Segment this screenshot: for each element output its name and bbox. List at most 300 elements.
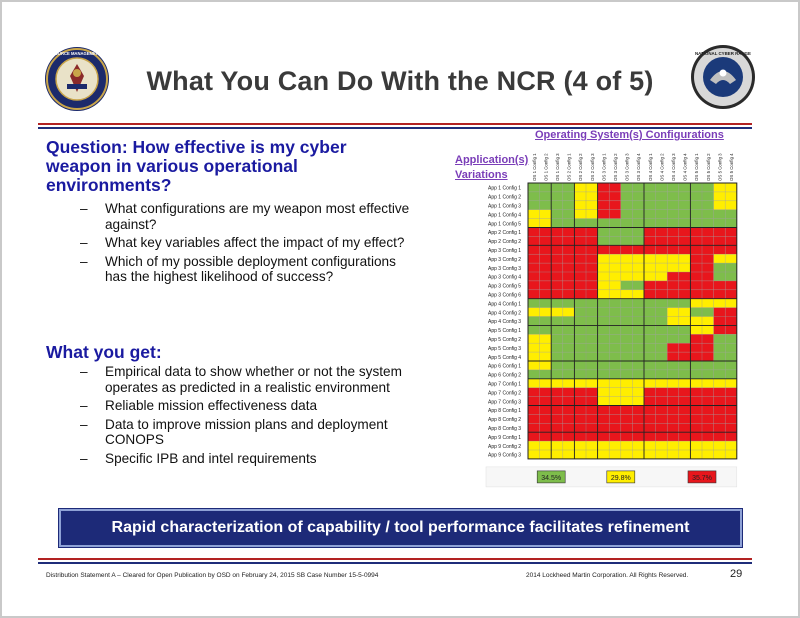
heatmap-cell <box>586 254 598 263</box>
heatmap-cell <box>609 450 621 459</box>
column-label: OS 5 Config 4 <box>729 153 734 181</box>
heatmap-cell <box>563 290 575 299</box>
heatmap-cell <box>621 317 633 326</box>
heatmap-cell <box>551 450 563 459</box>
heatmap-cell <box>551 441 563 450</box>
heatmap-cell <box>714 308 726 317</box>
heatmap-cell <box>598 245 610 254</box>
heatmap-cell <box>551 290 563 299</box>
heatmap-cell <box>574 228 586 237</box>
heatmap-cell <box>586 183 598 192</box>
heatmap-cell <box>644 334 656 343</box>
heatmap-cell <box>632 450 644 459</box>
heatmap-cell <box>702 325 714 334</box>
heatmap-cell <box>540 325 552 334</box>
heatmap-cell <box>725 281 737 290</box>
heatmap-cell <box>690 450 702 459</box>
trmc-seal-icon <box>34 46 120 112</box>
column-label: OS 3 Config 2 <box>613 153 618 181</box>
heatmap-cell <box>621 379 633 388</box>
heatmap-cell <box>656 263 668 272</box>
heatmap-cell <box>586 245 598 254</box>
heatmap-cell <box>632 299 644 308</box>
heatmap-cell <box>540 201 552 210</box>
heatmap-cell <box>586 272 598 281</box>
distribution-statement: Distribution Statement A – Cleared for Open Publication by OSD on February 24, 2015 SB Case Number 15-5-0994 <box>46 572 379 579</box>
question-bullet <box>80 235 420 251</box>
heatmap-cell <box>563 245 575 254</box>
heatmap-cell <box>725 210 737 219</box>
heatmap-cell <box>528 263 540 272</box>
heatmap-cell <box>667 299 679 308</box>
heatmap-cell <box>586 201 598 210</box>
heatmap-cell <box>621 299 633 308</box>
get-bullet-text: Reliable mission effectiveness data <box>105 398 318 413</box>
heatmap-cell <box>667 245 679 254</box>
heatmap-cell <box>656 183 668 192</box>
row-label: App 2 Config 1 <box>488 230 522 237</box>
get-bullet <box>80 417 410 448</box>
question-heading: Question: How effective is my cyber weapon in various operational environments? <box>46 137 347 195</box>
heatmap-cell <box>621 272 633 281</box>
heatmap-cell <box>586 334 598 343</box>
heatmap-cell <box>725 299 737 308</box>
heatmap-cell <box>621 210 633 219</box>
heatmap-cell <box>540 379 552 388</box>
heatmap-cell <box>528 254 540 263</box>
heatmap-cell <box>702 317 714 326</box>
heatmap-cell <box>679 317 691 326</box>
heatmap-cell <box>598 228 610 237</box>
heatmap-cell <box>574 334 586 343</box>
heatmap-cell <box>551 228 563 237</box>
heatmap-cell <box>644 201 656 210</box>
row-label: App 3 Config 1 <box>488 248 522 254</box>
heatmap-cell <box>679 414 691 423</box>
question-bullet-text: Which of my possible deployment configurations has the highest likelihood of success? <box>105 253 396 284</box>
heatmap-cell <box>609 192 621 201</box>
heatmap-cell <box>656 406 668 415</box>
get-bullet <box>80 398 410 414</box>
summary-percentage: 29.8% <box>610 474 631 482</box>
heatmap-cell <box>667 254 679 263</box>
heatmap-cell <box>609 397 621 406</box>
heatmap-cell <box>679 299 691 308</box>
heatmap-cell <box>690 254 702 263</box>
heatmap-cell <box>702 272 714 281</box>
column-label: OS 1 Config 3 <box>555 153 560 181</box>
get-bullet-list <box>80 364 410 469</box>
heatmap-cell <box>574 379 586 388</box>
row-label: App 7 Config 3 <box>488 399 522 406</box>
row-label: App 7 Config 2 <box>488 390 522 397</box>
heatmap-cell <box>667 441 679 450</box>
row-label: App 8 Config 2 <box>488 417 522 424</box>
heatmap-cell <box>609 388 621 397</box>
heatmap-cell <box>667 281 679 290</box>
heatmap-cell <box>563 254 575 263</box>
heatmap-cell <box>528 414 540 423</box>
heatmap-cell <box>551 370 563 379</box>
heatmap-cell <box>702 263 714 272</box>
heatmap-cell <box>574 201 586 210</box>
heatmap-cell <box>714 228 726 237</box>
heatmap-cell <box>702 201 714 210</box>
heatmap-cell <box>598 397 610 406</box>
heatmap-cell <box>679 406 691 415</box>
heatmap-cell <box>598 432 610 441</box>
heatmap-cell <box>540 299 552 308</box>
trmc-seal-logo <box>34 46 120 112</box>
heatmap-cell <box>656 432 668 441</box>
heatmap-cell <box>656 352 668 361</box>
heatmap-cell <box>667 379 679 388</box>
heatmap-cell <box>586 192 598 201</box>
heatmap-cell <box>540 263 552 272</box>
footer-rule-blue <box>38 562 752 564</box>
heatmap-cell <box>714 236 726 245</box>
heatmap-cell <box>609 308 621 317</box>
heatmap-cell <box>644 406 656 415</box>
heatmap-cell <box>667 450 679 459</box>
heatmap-cell <box>667 272 679 281</box>
heatmap-cell <box>632 254 644 263</box>
heatmap-cell <box>621 228 633 237</box>
heatmap-cell <box>609 236 621 245</box>
heatmap-cell <box>632 192 644 201</box>
heatmap-cell <box>714 352 726 361</box>
heatmap-cell <box>667 317 679 326</box>
heatmap-cell <box>656 192 668 201</box>
heatmap-cell <box>656 361 668 370</box>
heatmap-cell <box>644 325 656 334</box>
heatmap-cell <box>714 406 726 415</box>
heatmap-cell <box>598 379 610 388</box>
heatmap-cell <box>714 183 726 192</box>
heatmap-cell <box>667 228 679 237</box>
heatmap-cell <box>609 254 621 263</box>
get-heading: What you get: <box>46 342 162 362</box>
bullet-dash: – <box>80 364 88 379</box>
heatmap-cell <box>563 361 575 370</box>
heatmap-cell <box>586 406 598 415</box>
heatmap-cell <box>690 192 702 201</box>
bullet-dash: – <box>80 253 88 269</box>
heatmap-cell <box>714 334 726 343</box>
heatmap-cell <box>586 388 598 397</box>
column-label: OS 4 Config 1 <box>647 153 653 181</box>
heatmap-cell <box>702 254 714 263</box>
heatmap-cell <box>714 219 726 228</box>
heatmap-cell <box>528 397 540 406</box>
heatmap-cell <box>702 388 714 397</box>
heatmap-cell <box>690 281 702 290</box>
row-label: App 3 Config 4 <box>488 274 522 281</box>
heatmap-cell <box>679 432 691 441</box>
heatmap-cell <box>656 414 668 423</box>
heatmap-cell <box>551 325 563 334</box>
heatmap-cell <box>551 397 563 406</box>
heatmap-cell <box>714 343 726 352</box>
heatmap-cell <box>528 228 540 237</box>
question-bullet-text: What configurations are my weapon most effective against? <box>105 201 410 232</box>
heatmap-cell <box>609 290 621 299</box>
heatmap-cell <box>644 414 656 423</box>
heatmap-cell <box>528 281 540 290</box>
heatmap-cell <box>632 361 644 370</box>
heatmap-cell <box>690 352 702 361</box>
heatmap-cell <box>690 423 702 432</box>
heatmap-cell <box>574 397 586 406</box>
heatmap-cell <box>632 352 644 361</box>
heatmap-cell <box>563 441 575 450</box>
heatmap-cell <box>621 254 633 263</box>
heatmap-cell <box>609 281 621 290</box>
heatmap-cell <box>574 299 586 308</box>
heatmap-cell <box>725 290 737 299</box>
heatmap-cell <box>725 441 737 450</box>
heatmap-cell <box>621 201 633 210</box>
heatmap-cell <box>609 317 621 326</box>
heatmap-cell <box>574 317 586 326</box>
heatmap-cell <box>702 192 714 201</box>
heatmap-cell <box>551 245 563 254</box>
heatmap-cell <box>621 334 633 343</box>
heatmap-cell <box>540 361 552 370</box>
row-label: App 7 Config 1 <box>488 381 522 388</box>
heatmap-cell <box>598 361 610 370</box>
heatmap-cell <box>644 361 656 370</box>
heatmap-cell <box>679 210 691 219</box>
heatmap-cell <box>586 441 598 450</box>
heatmap-cell <box>551 299 563 308</box>
heatmap-cell <box>702 361 714 370</box>
heatmap-cell <box>667 361 679 370</box>
heatmap-cell <box>528 192 540 201</box>
heatmap-cell <box>551 334 563 343</box>
heatmap-cell <box>528 388 540 397</box>
heatmap-cell <box>632 219 644 228</box>
heatmap-cell <box>644 263 656 272</box>
heatmap-cell <box>632 290 644 299</box>
heatmap-cell <box>540 423 552 432</box>
question-bullet-list <box>80 201 420 288</box>
heatmap-cell <box>679 352 691 361</box>
heatmap-cell <box>702 299 714 308</box>
heatmap-cell <box>644 299 656 308</box>
heatmap-cell <box>644 450 656 459</box>
heatmap-cell <box>702 228 714 237</box>
heatmap-cell <box>714 210 726 219</box>
heatmap-cell <box>667 325 679 334</box>
heatmap-cell <box>563 263 575 272</box>
heatmap-cell <box>702 334 714 343</box>
heatmap-cell <box>586 263 598 272</box>
heatmap-cell <box>725 397 737 406</box>
heatmap-cell <box>702 245 714 254</box>
column-label: OS 1 Config 2 <box>543 153 549 181</box>
heatmap-cell <box>725 254 737 263</box>
heatmap-cell <box>656 219 668 228</box>
heatmap-cell <box>632 334 644 343</box>
heatmap-cell <box>632 308 644 317</box>
heatmap-cell <box>540 245 552 254</box>
heatmap-cell <box>679 361 691 370</box>
heatmap-cell <box>540 192 552 201</box>
heatmap-cell <box>656 450 668 459</box>
heatmap-cell <box>528 245 540 254</box>
bullet-dash: – <box>80 450 88 466</box>
heatmap-cell <box>586 290 598 299</box>
heatmap-cell <box>644 183 656 192</box>
heatmap-cell <box>656 272 668 281</box>
heatmap-cell <box>656 308 668 317</box>
row-label: App 6 Config 1 <box>488 363 522 370</box>
column-label: OS 5 Config 1 <box>694 153 700 181</box>
heatmap-cell <box>725 325 737 334</box>
heatmap-cell <box>690 370 702 379</box>
heatmap-cell <box>690 308 702 317</box>
heatmap-cell <box>528 219 540 228</box>
heatmap-cell <box>621 281 633 290</box>
heatmap-cell <box>528 379 540 388</box>
heatmap-cell <box>540 388 552 397</box>
heatmap-cell <box>540 370 552 379</box>
heatmap-cell <box>563 432 575 441</box>
heatmap-cell <box>690 210 702 219</box>
heatmap-cell <box>551 432 563 441</box>
row-label: App 5 Config 3 <box>488 345 522 352</box>
heatmap-cell <box>574 343 586 352</box>
heatmap-cell <box>609 423 621 432</box>
heatmap-cell <box>702 441 714 450</box>
heatmap-cell <box>551 414 563 423</box>
heatmap-cell <box>667 219 679 228</box>
heatmap-cell <box>690 334 702 343</box>
heatmap-cell <box>574 254 586 263</box>
heatmap-cell <box>632 183 644 192</box>
heatmap-cell <box>621 290 633 299</box>
heatmap-cell <box>702 219 714 228</box>
heatmap-cell <box>702 343 714 352</box>
heatmap-cell <box>644 290 656 299</box>
heatmap-cell <box>540 236 552 245</box>
heatmap-cell <box>598 263 610 272</box>
heatmap-cell <box>690 290 702 299</box>
heatmap-cell <box>551 254 563 263</box>
heatmap-cell <box>598 236 610 245</box>
heatmap-cell <box>714 254 726 263</box>
row-label: App 2 Config 2 <box>488 239 522 246</box>
heatmap-cell <box>702 370 714 379</box>
heatmap-cell <box>714 281 726 290</box>
heatmap-cell <box>540 272 552 281</box>
heatmap-cell <box>609 441 621 450</box>
heatmap-cell <box>563 192 575 201</box>
heatmap-cell <box>656 343 668 352</box>
heatmap-cell <box>551 219 563 228</box>
heatmap-cell <box>574 263 586 272</box>
heatmap-cell <box>725 245 737 254</box>
heatmap-cell <box>551 388 563 397</box>
heatmap-cell <box>644 281 656 290</box>
heatmap-cell <box>609 245 621 254</box>
heatmap-cell <box>644 370 656 379</box>
heatmap-cell <box>563 414 575 423</box>
heatmap-cell <box>540 308 552 317</box>
heatmap-cell <box>632 423 644 432</box>
heatmap-cell <box>725 370 737 379</box>
heatmap-cell <box>656 325 668 334</box>
heatmap-cell <box>690 343 702 352</box>
heatmap-cell <box>725 192 737 201</box>
row-label: App 1 Config 3 <box>488 203 522 210</box>
heatmap-cell <box>551 361 563 370</box>
heatmap-cell <box>609 228 621 237</box>
heatmap-cell <box>714 245 726 254</box>
heatmap-cell <box>563 272 575 281</box>
heatmap-cell <box>598 343 610 352</box>
heatmap-cell <box>644 272 656 281</box>
heatmap-cell <box>574 210 586 219</box>
row-label: App 5 Config 1 <box>488 328 522 335</box>
heatmap-cell <box>632 236 644 245</box>
heatmap-cell <box>679 219 691 228</box>
heatmap-cell <box>574 370 586 379</box>
heatmap-cell <box>551 308 563 317</box>
heatmap-cell <box>679 397 691 406</box>
heatmap-cell <box>528 317 540 326</box>
heatmap-cell <box>714 272 726 281</box>
heatmap-cell <box>574 281 586 290</box>
heatmap-cell <box>656 281 668 290</box>
heatmap-cell <box>551 317 563 326</box>
heatmap-cell <box>551 263 563 272</box>
heatmap-cell <box>667 308 679 317</box>
heatmap-cell <box>540 254 552 263</box>
heatmap-cell <box>690 397 702 406</box>
heatmap-cell <box>586 352 598 361</box>
column-label: OS 5 Config 2 <box>705 153 711 181</box>
heatmap-cell <box>540 343 552 352</box>
heatmap-cell <box>702 281 714 290</box>
heatmap-cell <box>540 317 552 326</box>
summary-banner: Rapid characterization of capability / tool performance facilitates refinement <box>59 509 742 547</box>
heatmap-cell <box>714 325 726 334</box>
heatmap-cell <box>563 397 575 406</box>
row-label: App 4 Config 3 <box>488 319 522 326</box>
bullet-dash: – <box>80 235 88 250</box>
heatmap-cell <box>702 210 714 219</box>
heatmap-cell <box>656 423 668 432</box>
heatmap-cell <box>528 334 540 343</box>
heatmap-cell <box>725 388 737 397</box>
heatmap-cell <box>679 388 691 397</box>
ncr-seal-icon <box>690 44 756 110</box>
heatmap-cell <box>714 450 726 459</box>
heatmap-cell <box>609 432 621 441</box>
heatmap-cell <box>632 325 644 334</box>
heatmap-cell <box>690 441 702 450</box>
heatmap-cell <box>725 361 737 370</box>
heatmap-cell <box>551 210 563 219</box>
heatmap-cell <box>609 406 621 415</box>
heatmap-cell <box>574 432 586 441</box>
heatmap-cell <box>679 334 691 343</box>
heatmap-cell <box>679 228 691 237</box>
heatmap-cell <box>632 272 644 281</box>
page-number: 29 <box>730 568 743 580</box>
